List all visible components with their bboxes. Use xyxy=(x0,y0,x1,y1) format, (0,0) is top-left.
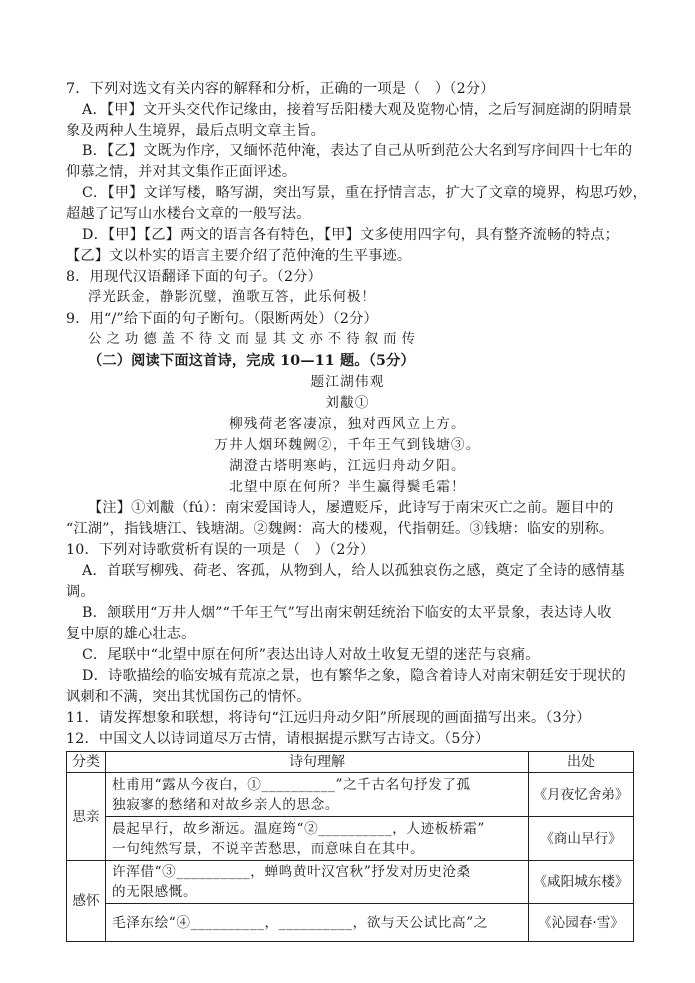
understanding-line: 许浑借“③__________，蝉鸣黄叶汉宫秋”抒发对历史沧桑 xyxy=(112,864,471,880)
q8-stem: 8．用现代汉语翻译下面的句子。（2分） xyxy=(66,269,322,285)
poem-line: 北望中原在何所？半生赢得鬓毛霜！ xyxy=(229,479,466,495)
understanding-cell xyxy=(106,817,529,861)
source-cell: 《咸阳城东楼》 xyxy=(529,861,634,904)
q10-option-b: B．颔联用“万井人烟”“千年王气”写出南宋朝廷统治下临安的太平景象，表达诗人收 xyxy=(82,605,612,621)
q10-option-a-cont: 调。 xyxy=(66,584,95,600)
poem-title: 题江湖伟观 xyxy=(310,374,385,390)
table-header-row xyxy=(67,752,634,773)
understanding-line: 晨起早行，故乡渐远。温庭筠“②__________，人迹板桥霜” xyxy=(112,820,485,837)
q7-option-b: B．【乙】文既为作序，又缅怀范仲淹，表达了自己从听到范公大名到写序间四十七年的 xyxy=(82,143,633,159)
q11-stem: 11．请发挥想象和联想，将诗句“江远归舟动夕阳”所展现的画面描写出来。（3分） xyxy=(66,710,591,726)
understanding-cell xyxy=(106,773,529,817)
q10-option-a: A．首联写柳残、荷老、客孤，从物到人，给人以孤独哀伤之感，奠定了全诗的感情基 xyxy=(82,563,625,579)
category-cell: 思亲 xyxy=(67,773,106,861)
table-row xyxy=(67,861,634,904)
poem-note-cont: “江湖”，指钱塘江、钱塘湖。②魏阙：高大的楼观，代指朝廷。③钱塘：临安的别称。 xyxy=(66,521,614,537)
q10-option-b-cont: 复中原的雄心壮志。 xyxy=(66,626,196,642)
recitation-table xyxy=(66,751,634,942)
poem-line: 湖澄古塔明寒屿，江远归舟动夕阳。 xyxy=(229,458,466,474)
q7-option-a-cont: 象及两种人生境界，最后点明文章主旨。 xyxy=(66,123,325,139)
poem-note: 【注】①刘黻（fú）：南宋爱国诗人，屡遭贬斥，此诗写于南宋灭亡之前。题目中的 xyxy=(88,500,614,516)
poem-line: 柳残荷老客凄凉，独对西风立上方。 xyxy=(229,416,466,432)
q10-option-d-cont: 讽刺和不满，突出其忧国伤己的情怀。 xyxy=(66,689,311,705)
source-cell: 《沁园春·雪》 xyxy=(529,904,634,942)
poem-author: 刘黻① xyxy=(325,395,370,411)
header-understanding: 诗句理解 xyxy=(106,752,529,773)
q12-stem: 12．中国文人以诗词道尽万古情，请根据提示默写古诗文。（5分） xyxy=(66,731,490,747)
understanding-line: 毛泽东绘“④__________，__________，欲与天公试比高”之 xyxy=(112,914,488,931)
q7-option-a: A．【甲】文开头交代作记缘由，接着写岳阳楼大观及览物心情，之后写洞庭湖的阴晴景 xyxy=(82,102,633,118)
q7-option-c-cont: 超越了记写山水楼台文章的一般写法。 xyxy=(66,206,311,222)
poem-line: 万井人烟环魏阙②，千年王气到钱塘③。 xyxy=(214,437,481,453)
table-row xyxy=(67,773,634,817)
source-cell: 《月夜忆舍弟》 xyxy=(529,773,634,817)
understanding-line: 的无限感慨。 xyxy=(112,884,198,900)
understanding-line: 独寂寥的愁绪和对故乡亲人的思念。 xyxy=(112,796,340,813)
q7-option-c: C．【甲】文详写楼，略写湖，突出写景，重在抒情言志，扩大了文章的境界，构思巧妙， xyxy=(82,185,648,201)
q9-sentence: 公 之 功 德 盖 不 待 文 而 显 其 文 亦 不 待 叙 而 传 xyxy=(88,332,416,347)
table-row xyxy=(67,817,634,861)
category-cell: 感怀 xyxy=(67,861,106,942)
q7-stem: 7．下列对选文有关内容的解释和分析，正确的一项是（ ）（2分） xyxy=(66,81,495,97)
source-cell: 《商山早行》 xyxy=(529,817,634,861)
q10-option-c: C．尾联中“北望中原在何所”表达出诗人对故土收复无望的迷茫与哀痛。 xyxy=(82,647,540,663)
q7-option-d-cont: 【乙】文以朴实的语言主要介绍了范仲淹的生平事迹。 xyxy=(66,248,412,264)
q7-option-b-cont: 仰慕之情，并对其文集作正面评述。 xyxy=(66,164,297,180)
q9-stem: 9．用“/”给下面的句子断句。（限断两处）（2分） xyxy=(66,311,378,327)
understanding-cell xyxy=(106,861,529,904)
table-row xyxy=(67,904,634,942)
understanding-line: 杜甫用“露从今夜白，①__________”之千古名句抒发了孤 xyxy=(112,776,471,793)
q8-sentence: 浮光跃金，静影沉璧，渔歌互答，此乐何极！ xyxy=(88,290,376,305)
understanding-cell xyxy=(106,904,529,942)
section-heading: （二）阅读下面这首诗，完成 10—11 题。（5分） xyxy=(88,353,415,369)
header-category: 分类 xyxy=(67,752,106,773)
q10-option-d: D．诗歌描绘的临安城有荒凉之景，也有繁华之象，隐含着诗人对南宋朝廷安于现状的 xyxy=(82,668,626,684)
q7-option-d: D．【甲】【乙】两文的语言各有特色，【甲】文多使用四字句，具有整齐流畅的特点； xyxy=(82,227,620,243)
q10-stem: 10．下列对诗歌赏析有误的一项是（ ）（2分） xyxy=(66,542,375,558)
understanding-line: 一句纯然写景，不说辛苦愁思，而意味自在其中。 xyxy=(112,840,425,857)
header-source: 出处 xyxy=(529,752,634,773)
